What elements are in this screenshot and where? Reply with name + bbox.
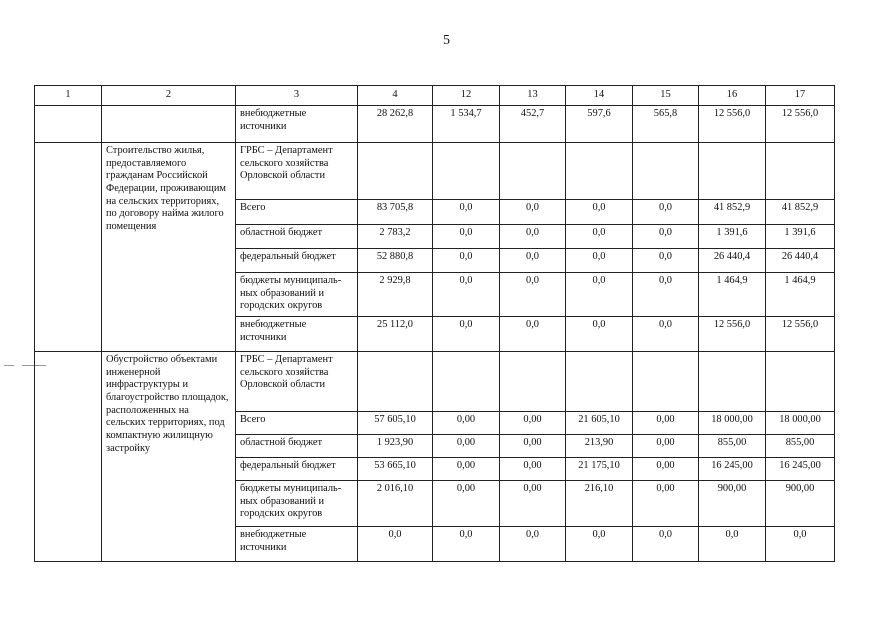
value-cell: 0,00 <box>500 412 566 435</box>
table-cell <box>35 143 102 352</box>
value-cell: 16 245,00 <box>699 458 766 481</box>
value-cell: 452,7 <box>500 106 566 143</box>
value-cell: 0,00 <box>633 412 699 435</box>
value-cell: 53 665,10 <box>358 458 433 481</box>
table-cell <box>35 352 102 562</box>
value-cell: 855,00 <box>766 435 835 458</box>
table-cell <box>766 143 835 200</box>
table-cell <box>566 352 633 412</box>
budget-table <box>34 85 835 562</box>
table-row <box>35 352 835 412</box>
value-cell: 0,0 <box>566 249 633 273</box>
value-cell: 1 923,90 <box>358 435 433 458</box>
value-cell: 0,0 <box>433 200 500 225</box>
value-cell: 0,0 <box>500 273 566 317</box>
column-header: 4 <box>358 86 433 106</box>
source-cell: внебюджетные источники <box>236 106 358 143</box>
table-cell <box>766 352 835 412</box>
value-cell: 1 464,9 <box>766 273 835 317</box>
value-cell: 2 016,10 <box>358 481 433 527</box>
measure-description: Строительство жилья, предоставляемого гражданам Российской Федерации, проживающим на сельских территориях, по договору найма жилого помещения <box>102 143 236 352</box>
source-cell: областной бюджет <box>236 225 358 249</box>
column-header: 3 <box>236 86 358 106</box>
source-cell: внебюджетные источники <box>236 527 358 562</box>
column-header: 13 <box>500 86 566 106</box>
value-cell: 1 391,6 <box>699 225 766 249</box>
table-cell <box>102 106 236 143</box>
table-header <box>35 86 835 106</box>
column-header: 2 <box>102 86 236 106</box>
value-cell: 0,00 <box>500 435 566 458</box>
value-cell: 0,00 <box>500 458 566 481</box>
value-cell: 0,0 <box>699 527 766 562</box>
value-cell: 0,0 <box>433 317 500 352</box>
value-cell: 12 556,0 <box>766 106 835 143</box>
column-header: 17 <box>766 86 835 106</box>
value-cell: 0,0 <box>633 225 699 249</box>
value-cell: 1 534,7 <box>433 106 500 143</box>
table-cell <box>566 143 633 200</box>
column-header: 15 <box>633 86 699 106</box>
value-cell: 0,00 <box>433 481 500 527</box>
value-cell: 2 929,8 <box>358 273 433 317</box>
source-cell: областной бюджет <box>236 435 358 458</box>
value-cell: 18 000,00 <box>699 412 766 435</box>
table-cell <box>358 352 433 412</box>
table-cell <box>500 352 566 412</box>
table-cell <box>433 352 500 412</box>
value-cell: 0,0 <box>433 249 500 273</box>
grbs-cell: ГРБС – Департамент сельского хозяйства Орловской области <box>236 143 358 200</box>
table-row <box>35 143 835 200</box>
value-cell: 0,0 <box>633 273 699 317</box>
value-cell: 0,0 <box>566 273 633 317</box>
table-cell <box>35 106 102 143</box>
value-cell: 0,0 <box>566 317 633 352</box>
value-cell: 25 112,0 <box>358 317 433 352</box>
source-cell: федеральный бюджет <box>236 458 358 481</box>
value-cell: 0,00 <box>433 458 500 481</box>
value-cell: 0,00 <box>433 435 500 458</box>
value-cell: 900,00 <box>766 481 835 527</box>
value-cell: 0,00 <box>633 481 699 527</box>
value-cell: 1 464,9 <box>699 273 766 317</box>
table-row <box>35 106 835 143</box>
value-cell: 83 705,8 <box>358 200 433 225</box>
value-cell: 0,0 <box>433 527 500 562</box>
value-cell: 0,0 <box>500 527 566 562</box>
value-cell: 0,0 <box>633 249 699 273</box>
value-cell: 0,0 <box>633 527 699 562</box>
value-cell: 28 262,8 <box>358 106 433 143</box>
margin-mark <box>4 365 14 366</box>
table-cell <box>633 352 699 412</box>
value-cell: 0,0 <box>566 225 633 249</box>
value-cell: 0,0 <box>500 317 566 352</box>
source-cell: Всего <box>236 200 358 225</box>
value-cell: 0,0 <box>500 249 566 273</box>
value-cell: 52 880,8 <box>358 249 433 273</box>
value-cell: 0,0 <box>358 527 433 562</box>
source-cell: Всего <box>236 412 358 435</box>
value-cell: 0,0 <box>633 317 699 352</box>
value-cell: 2 783,2 <box>358 225 433 249</box>
value-cell: 0,00 <box>633 458 699 481</box>
value-cell: 216,10 <box>566 481 633 527</box>
table-cell <box>433 143 500 200</box>
value-cell: 16 245,00 <box>766 458 835 481</box>
value-cell: 213,90 <box>566 435 633 458</box>
value-cell: 21 605,10 <box>566 412 633 435</box>
value-cell: 0,0 <box>566 527 633 562</box>
column-header: 1 <box>35 86 102 106</box>
table-cell <box>699 143 766 200</box>
value-cell: 0,0 <box>433 225 500 249</box>
value-cell: 21 175,10 <box>566 458 633 481</box>
value-cell: 900,00 <box>699 481 766 527</box>
column-header: 12 <box>433 86 500 106</box>
value-cell: 41 852,9 <box>766 200 835 225</box>
value-cell: 0,00 <box>633 435 699 458</box>
value-cell: 12 556,0 <box>699 317 766 352</box>
value-cell: 0,0 <box>766 527 835 562</box>
value-cell: 1 391,6 <box>766 225 835 249</box>
value-cell: 18 000,00 <box>766 412 835 435</box>
value-cell: 12 556,0 <box>699 106 766 143</box>
value-cell: 0,0 <box>566 200 633 225</box>
value-cell: 26 440,4 <box>699 249 766 273</box>
value-cell: 0,0 <box>500 200 566 225</box>
table-cell <box>500 143 566 200</box>
page-number: 5 <box>443 33 450 48</box>
value-cell: 855,00 <box>699 435 766 458</box>
value-cell: 0,0 <box>433 273 500 317</box>
header-row <box>35 86 835 106</box>
column-header: 16 <box>699 86 766 106</box>
value-cell: 0,0 <box>633 200 699 225</box>
value-cell: 12 556,0 <box>766 317 835 352</box>
value-cell: 0,00 <box>500 481 566 527</box>
source-cell: бюджеты муниципаль-ных образований и городских округов <box>236 273 358 317</box>
column-header: 14 <box>566 86 633 106</box>
table-cell <box>358 143 433 200</box>
value-cell: 26 440,4 <box>766 249 835 273</box>
value-cell: 41 852,9 <box>699 200 766 225</box>
value-cell: 0,0 <box>500 225 566 249</box>
table-cell <box>699 352 766 412</box>
value-cell: 597,6 <box>566 106 633 143</box>
measure-description: Обустройство объектами инженерной инфраструктуры и благоустройство площадок, расположенных на сельских территориях, под компактную жилищную застройку <box>102 352 236 562</box>
source-cell: бюджеты муниципаль-ных образований и городских округов <box>236 481 358 527</box>
value-cell: 565,8 <box>633 106 699 143</box>
grbs-cell: ГРБС – Департамент сельского хозяйства Орловской области <box>236 352 358 412</box>
value-cell: 57 605,10 <box>358 412 433 435</box>
table-cell <box>633 143 699 200</box>
source-cell: федеральный бюджет <box>236 249 358 273</box>
value-cell: 0,00 <box>433 412 500 435</box>
source-cell: внебюджетные источники <box>236 317 358 352</box>
